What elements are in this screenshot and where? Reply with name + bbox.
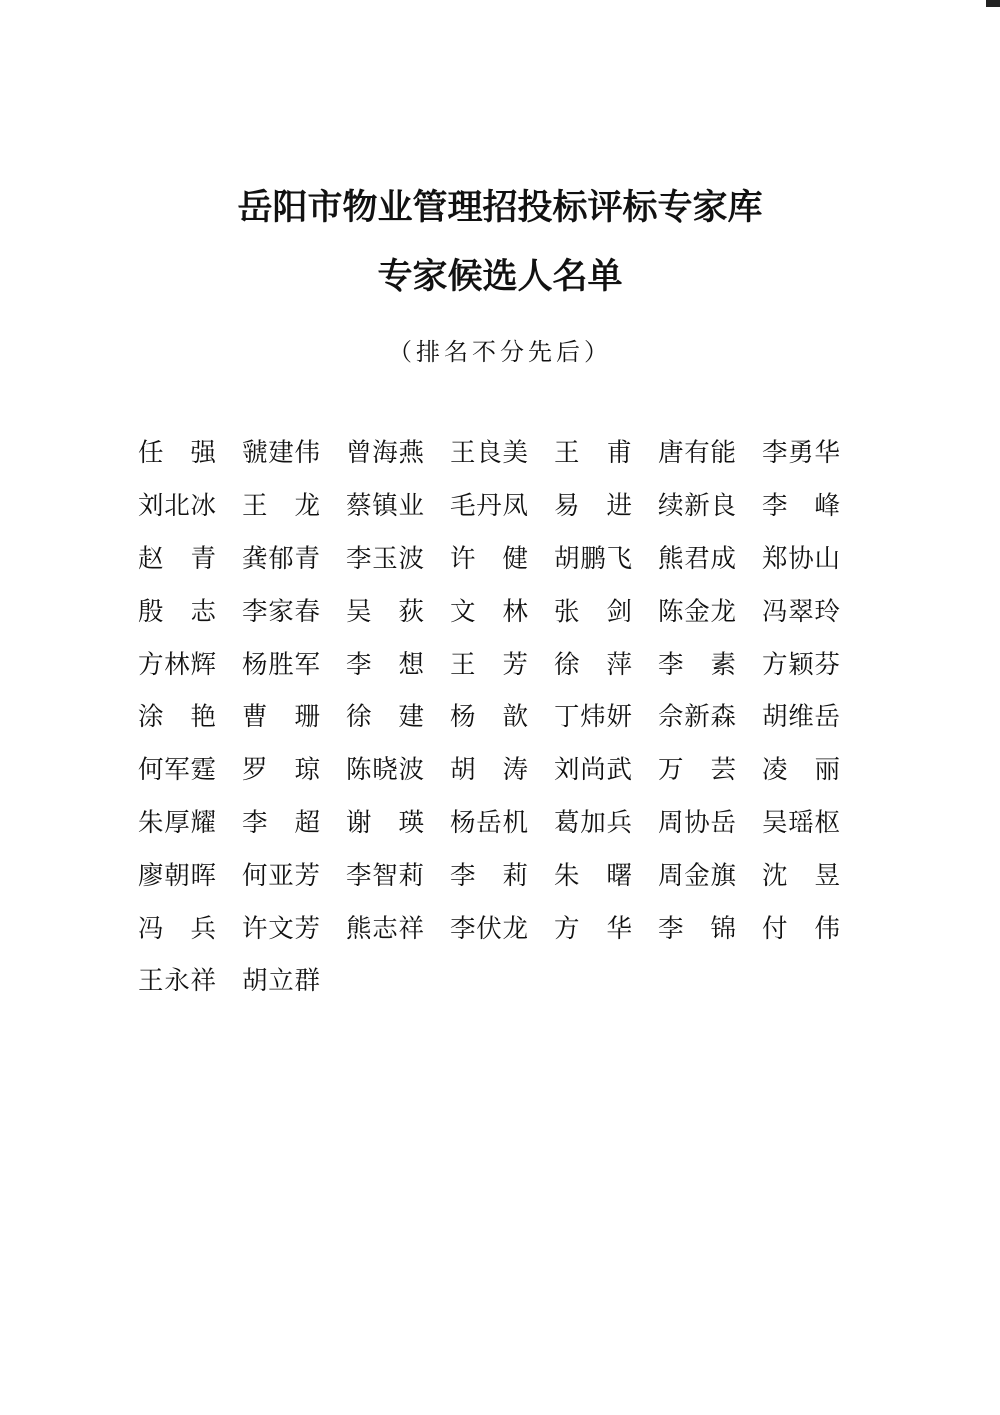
- expert-name: 王 良 美: [450, 438, 528, 469]
- expert-name: 方 颖 芬: [762, 649, 840, 680]
- expert-name: 熊 君 成: [658, 543, 736, 574]
- expert-name: 任 强: [138, 438, 216, 469]
- expert-name-list: [138, 425, 866, 1006]
- expert-name: 胡 立 群: [242, 966, 320, 997]
- expert-name: 杨 岳 机: [450, 807, 528, 838]
- expert-name: 毛 丹 凤: [450, 491, 528, 522]
- expert-name: 方 华: [554, 913, 632, 944]
- expert-name: 沈 昱: [762, 860, 840, 891]
- expert-name: 葛 加 兵: [554, 807, 632, 838]
- expert-name: 赵 青: [138, 543, 216, 574]
- expert-name: 吴 瑶 枢: [762, 807, 840, 838]
- document-subtitle: 专家候选人名单: [377, 257, 623, 297]
- expert-name: 易 进: [554, 491, 632, 522]
- expert-name: 李 素: [658, 649, 736, 680]
- expert-name: 朱 厚 耀: [138, 807, 216, 838]
- expert-name: 陈 金 龙: [658, 596, 736, 627]
- expert-name: 李 锦: [658, 913, 736, 944]
- expert-name: 李 峰: [762, 491, 840, 522]
- expert-name: 李 想: [346, 649, 424, 680]
- expert-name: 谢 瑛: [346, 807, 424, 838]
- expert-name: 廖 朝 晖: [138, 860, 216, 891]
- expert-name: 何 亚 芳: [242, 860, 320, 891]
- expert-name: 李 超: [242, 807, 320, 838]
- expert-name: 王 永 祥: [138, 966, 216, 997]
- expert-name: 曹 珊: [242, 702, 320, 733]
- expert-name: 文 林: [450, 596, 528, 627]
- expert-name: 王 芳: [450, 649, 528, 680]
- expert-name: 涂 艳: [138, 702, 216, 733]
- expert-name: 许 文 芳: [242, 913, 320, 944]
- expert-name: 王 龙: [242, 491, 320, 522]
- expert-name: 李 家 春: [242, 596, 320, 627]
- expert-name: 徐 建: [346, 702, 424, 733]
- expert-name: 冯 兵: [138, 913, 216, 944]
- expert-name: 李 玉 波: [346, 543, 424, 574]
- expert-name: 李 莉: [450, 860, 528, 891]
- expert-name: 殷 志: [138, 596, 216, 627]
- expert-name: 熊 志 祥: [346, 913, 424, 944]
- expert-name: 虢 建 伟: [242, 438, 320, 469]
- expert-name: 张 剑: [554, 596, 632, 627]
- expert-name: 罗 琼: [242, 755, 320, 786]
- expert-name: 刘 尚 武: [554, 755, 632, 786]
- scan-edge-mark: [986, 0, 1000, 7]
- expert-name: 佘 新 森: [658, 702, 736, 733]
- expert-name: 杨 胜 军: [242, 649, 320, 680]
- expert-name: 胡 鹏 飞: [554, 543, 632, 574]
- expert-name: 胡 维 岳: [762, 702, 840, 733]
- expert-name: 李 智 莉: [346, 860, 424, 891]
- expert-name: 续 新 良: [658, 491, 736, 522]
- expert-name: 刘 北 冰: [138, 491, 216, 522]
- expert-name: 杨 歆: [450, 702, 528, 733]
- expert-name: 陈 晓 波: [346, 755, 424, 786]
- expert-name: 朱 曙: [554, 860, 632, 891]
- expert-name: 凌 丽: [762, 755, 840, 786]
- expert-name: 王 甫: [554, 438, 632, 469]
- expert-name: 胡 涛: [450, 755, 528, 786]
- expert-name: 周 协 岳: [658, 807, 736, 838]
- expert-name: 方 林 辉: [138, 649, 216, 680]
- expert-name: 龚 郁 青: [242, 543, 320, 574]
- expert-name: 唐 有 能: [658, 438, 736, 469]
- expert-name: 曾 海 燕: [346, 438, 424, 469]
- expert-name: 万 芸: [658, 755, 736, 786]
- expert-name: 丁 炜 妍: [554, 702, 632, 733]
- expert-name: 徐 萍: [554, 649, 632, 680]
- expert-name: 许 健: [450, 543, 528, 574]
- expert-name: 何 军 霆: [138, 755, 216, 786]
- expert-name: 周 金 旗: [658, 860, 736, 891]
- ordering-note: （排名不分先后）: [388, 338, 612, 366]
- expert-name: 蔡 镇 业: [346, 491, 424, 522]
- expert-name: 郑 协 山: [762, 543, 840, 574]
- expert-name: 吴 荻: [346, 596, 424, 627]
- expert-name: 李 伏 龙: [450, 913, 528, 944]
- expert-name: 付 伟: [762, 913, 840, 944]
- expert-name: 冯 翠 玲: [762, 596, 840, 627]
- document-title: 岳阳市物业管理招投标评标专家库: [237, 188, 763, 228]
- expert-name: 李 勇 华: [762, 438, 840, 469]
